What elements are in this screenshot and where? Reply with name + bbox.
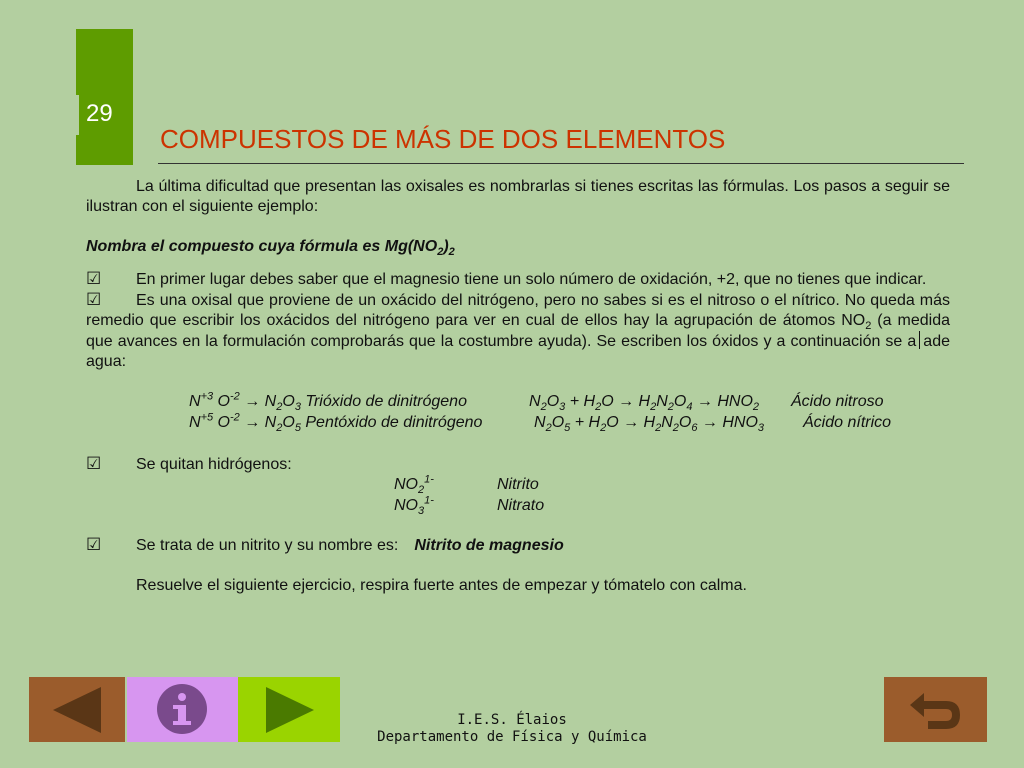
answer-text: Nitrito de magnesio bbox=[414, 537, 564, 554]
example-heading: Nombra el compuesto cuya fórmula es $Mg(NO_2)_2$ bbox=[86, 238, 455, 259]
page-title: COMPUESTOS DE MÁS DE DOS ELEMENTOS bbox=[160, 124, 726, 154]
title-divider bbox=[158, 163, 964, 164]
footer bbox=[0, 712, 1024, 746]
text-cursor bbox=[919, 331, 920, 349]
school-name: I.E.S. Élaios bbox=[457, 712, 567, 728]
reaction-row: $N^{+3}$ $O^{-2} \to N_2O_3$ Trióxido de dinitrógeno $N_2O_3 + H_2O \to H_2N_2O_4 \to HNO_2$ Ácido nitroso bbox=[189, 390, 884, 414]
reactions-block bbox=[86, 392, 950, 434]
checkbox-icon: ☑ bbox=[86, 290, 102, 309]
step-4: ☑ Se trata de un nitrito y su nombre es: Nitrito de magnesio bbox=[86, 535, 564, 554]
intro-text: La última dificultad que presentan las oxisales es nombrarlas si tienes escritas las fórmulas. Los pasos a seguir se ilustran con el siguiente ejemplo: bbox=[86, 178, 950, 215]
ion-row: $NO_3^{1-}$ Nitrato bbox=[394, 494, 545, 518]
reaction-row: $N^{+5}$ $O^{-2} \to N_2O_5$ Pentóxido de dinitrógeno $N_2O_5 + H_2O \to H_2N_2O_6 \to HNO_3$ Ácido nítrico bbox=[189, 411, 892, 435]
slide-content bbox=[86, 177, 950, 596]
step-2: ☑ Es una oxisal que proviene de un oxácido del nitrógeno, pero no sabes si es el nitroso o el nítrico. No queda más remedio que escribir los oxácidos del nitrógeno para ver en cual de ellos hay la agrupación de átomos $NO_2$ (a medida que avances en la formulación comprobarás que la costumbre ayuda). Se escriben los óxidos y a continuación se a ade agua: bbox=[86, 290, 950, 370]
department-name: Departamento de Física y Química bbox=[377, 729, 647, 745]
step-1: ☑ En primer lugar debes saber que el magnesio tiene un solo número de oxidación, +2, que no tienes que indicar. bbox=[86, 269, 927, 288]
ions-block bbox=[86, 475, 950, 517]
slide-number: 29 bbox=[86, 100, 113, 127]
step-3: ☑ Se quitan hidrógenos: bbox=[86, 454, 292, 473]
checkbox-icon: ☑ bbox=[86, 454, 102, 473]
checkbox-icon: ☑ bbox=[86, 269, 102, 288]
closing-text: Resuelve el siguiente ejercicio, respira fuerte antes de empezar y tómatelo con calma. bbox=[136, 577, 747, 594]
slide-number-bar bbox=[76, 29, 133, 165]
checkbox-icon: ☑ bbox=[86, 535, 102, 554]
ion-row: $NO_2^{1-}$ Nitrito bbox=[394, 473, 539, 497]
